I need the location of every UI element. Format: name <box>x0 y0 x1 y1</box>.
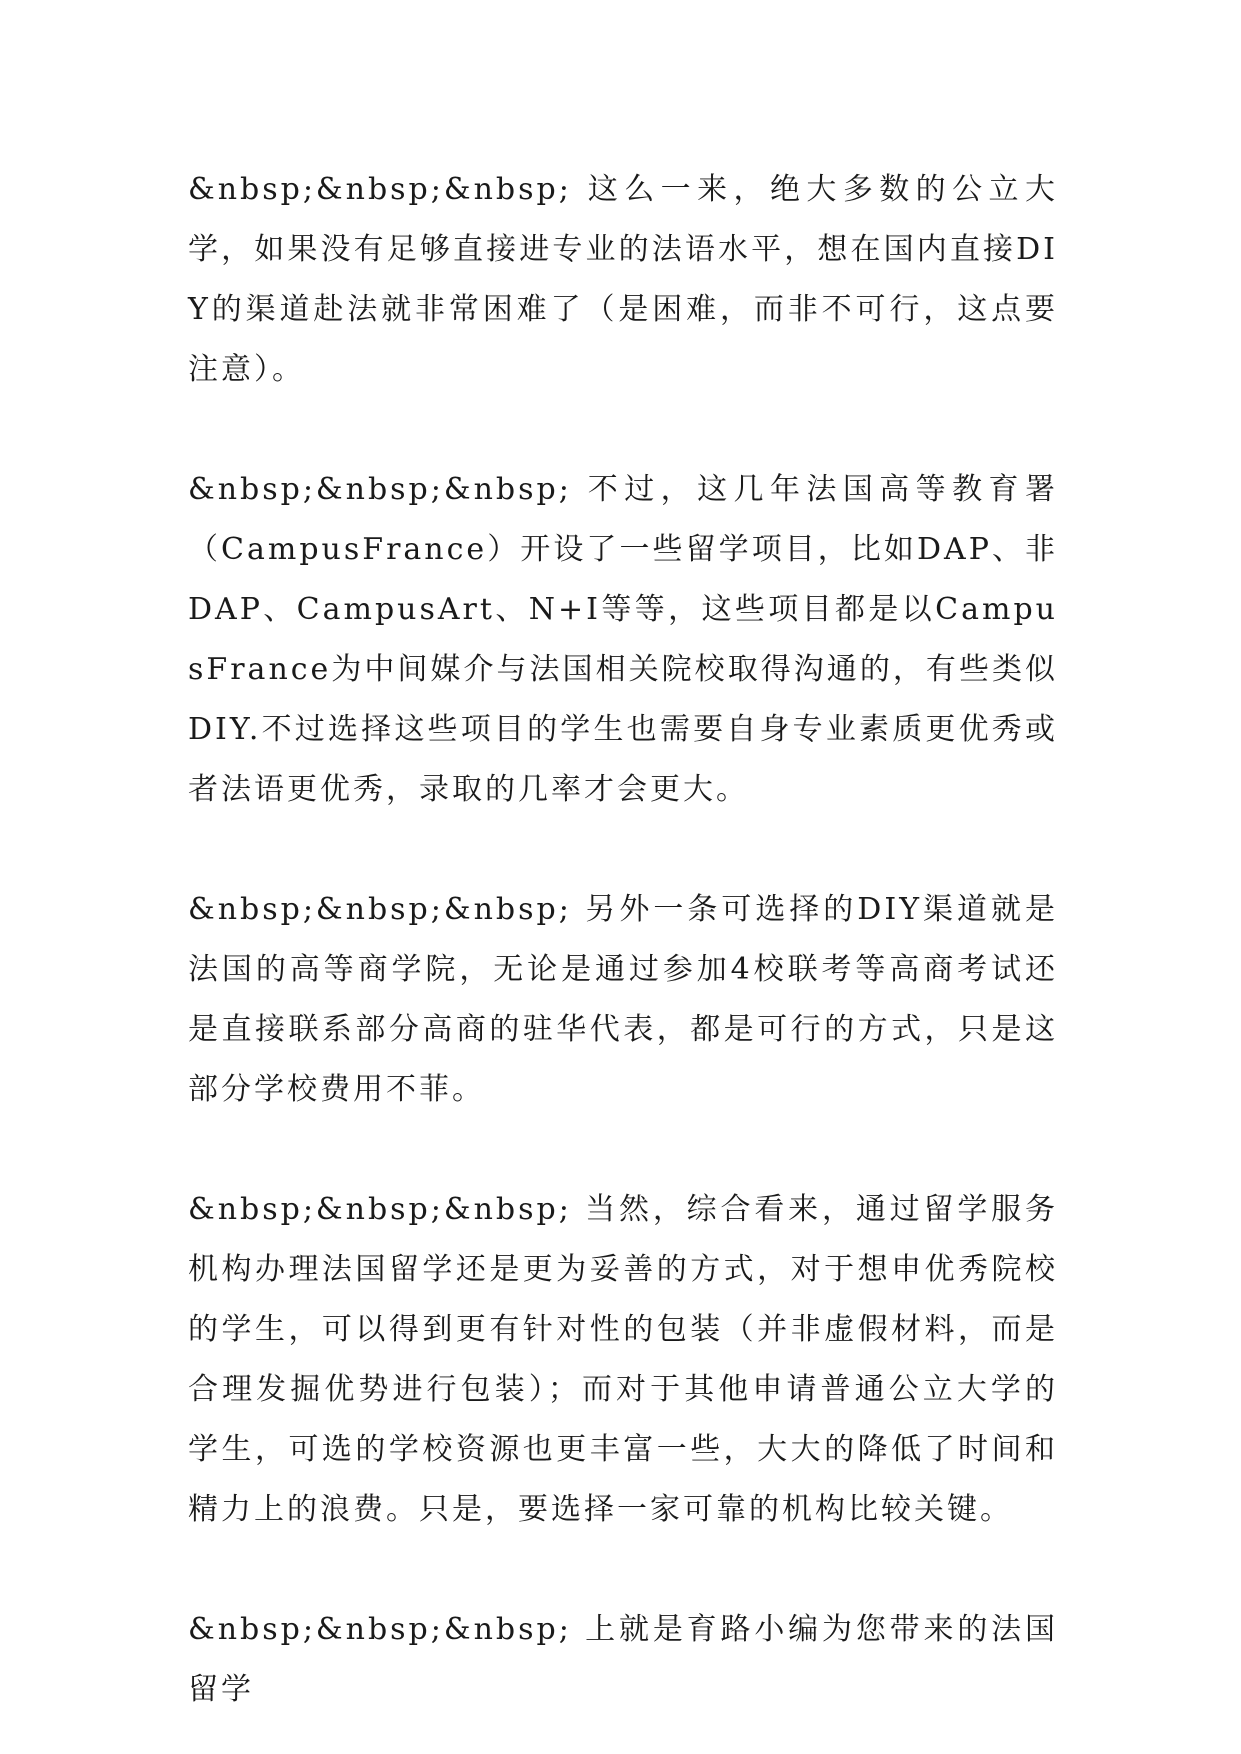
document-body <box>188 160 1058 1720</box>
paragraph-2: &nbsp;&nbsp;&nbsp; 不过，这几年法国高等教育署（CampusFrance）开设了一些留学项目，比如DAP、非DAP、CampusArt、N+I等等，这些项目都是以CampusFrance为中间媒介与法国相关院校取得沟通的，有些类似DIY.不过选择这些项目的学生也需要自身专业素质更优秀或者法语更优秀，录取的几率才会更大。 <box>188 472 1058 807</box>
paragraph-4: &nbsp;&nbsp;&nbsp; 当然，综合看来，通过留学服务机构办理法国留学还是更为妥善的方式，对于想申优秀院校的学生，可以得到更有针对性的包装（并非虚假材料，而是合理发掘优势进行包装）；而对于其他申请普通公立大学的学生，可选的学校资源也更丰富一些，大大的降低了时间和精力上的浪费。只是，要选择一家可靠的机构比较关键。 <box>188 1192 1058 1527</box>
paragraph-5: &nbsp;&nbsp;&nbsp; 上就是育路小编为您带来的法国留学 <box>188 1612 1058 1707</box>
paragraph-3: &nbsp;&nbsp;&nbsp; 另外一条可选择的DIY渠道就是法国的高等商学院，无论是通过参加4校联考等高商考试还是直接联系部分高商的驻华代表，都是可行的方式，只是这部分学校费用不菲。 <box>188 892 1058 1107</box>
paragraph-1: &nbsp;&nbsp;&nbsp; 这么一来，绝大多数的公立大学，如果没有足够直接进专业的法语水平，想在国内直接DIY的渠道赴法就非常困难了（是困难，而非不可行，这点要注意）。 <box>188 172 1058 387</box>
